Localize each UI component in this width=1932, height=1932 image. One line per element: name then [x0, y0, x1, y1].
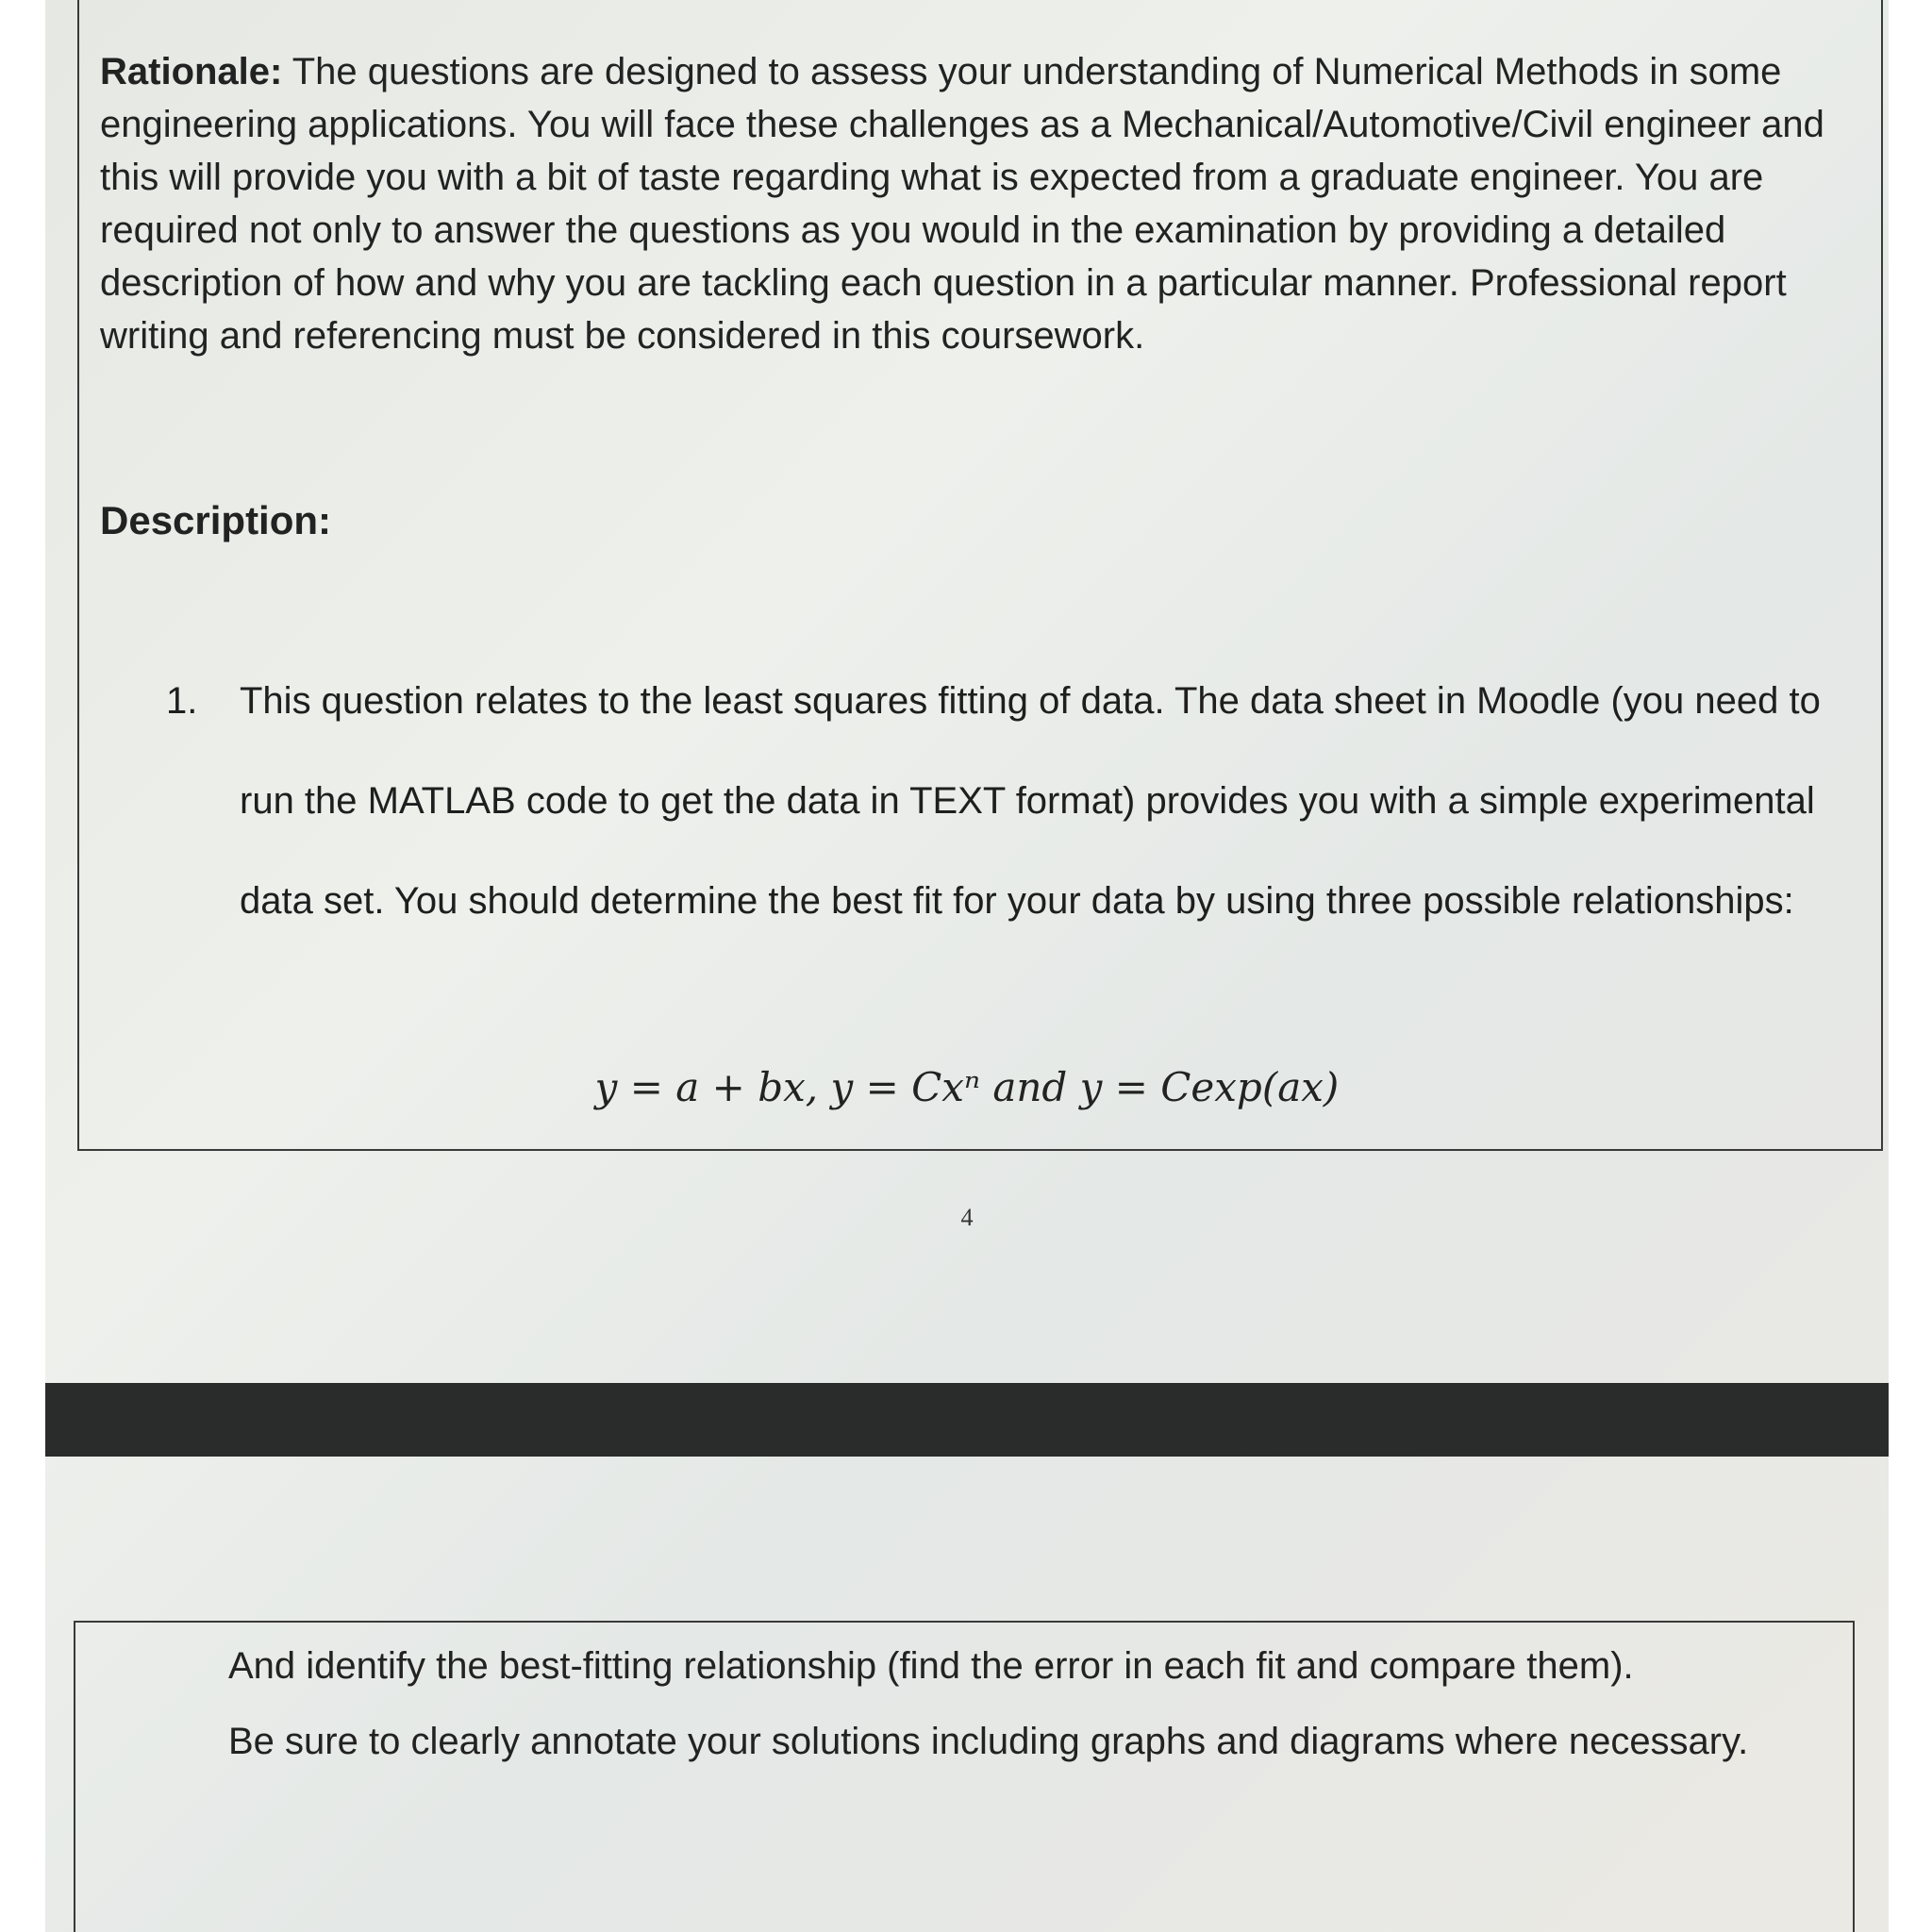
fit-relationships-formula: y = a + bx, y = Cxⁿ and y = Cexp(ax)	[594, 1064, 1340, 1110]
description-heading: Description:	[100, 498, 332, 542]
question-text: This question relates to the least squares fitting of data. The data sheet in Moodle (you need to run the MATLAB code to get the data in TEXT format) provides you with a simple experimental data set. You should determine the best fit for your data by using three possible relationships:	[240, 680, 1821, 922]
page-break-divider	[45, 1383, 1889, 1457]
continuation-line-1: And identify the best-fitting relationship (find the error in each fit and compare them).	[228, 1645, 1634, 1687]
document-screen	[45, 0, 1889, 1932]
question-number: 1.	[166, 680, 198, 722]
continuation-paragraph	[228, 1628, 1851, 1779]
document-page	[45, 0, 1889, 1385]
rationale-text: The questions are designed to assess your understanding of Numerical Methods in some engineering applications. You will face these challenges as a Mechanical/Automotive/Civil engineer and this will provide you with a bit of taste regarding what is expected from a graduate engineer. You are required not only to answer the questions as you would in the examination by providing a detailed description of how and why you are tackling each question in a particular manner. Professional report writing and referencing must be considered in this coursework.	[100, 51, 1824, 357]
continuation-line-2: Be sure to clearly annotate your solutions including graphs and diagrams where necessary.	[228, 1721, 1749, 1762]
page-number: 4	[960, 1204, 974, 1231]
rationale-paragraph	[100, 45, 1864, 362]
rationale-label: Rationale:	[100, 51, 283, 92]
